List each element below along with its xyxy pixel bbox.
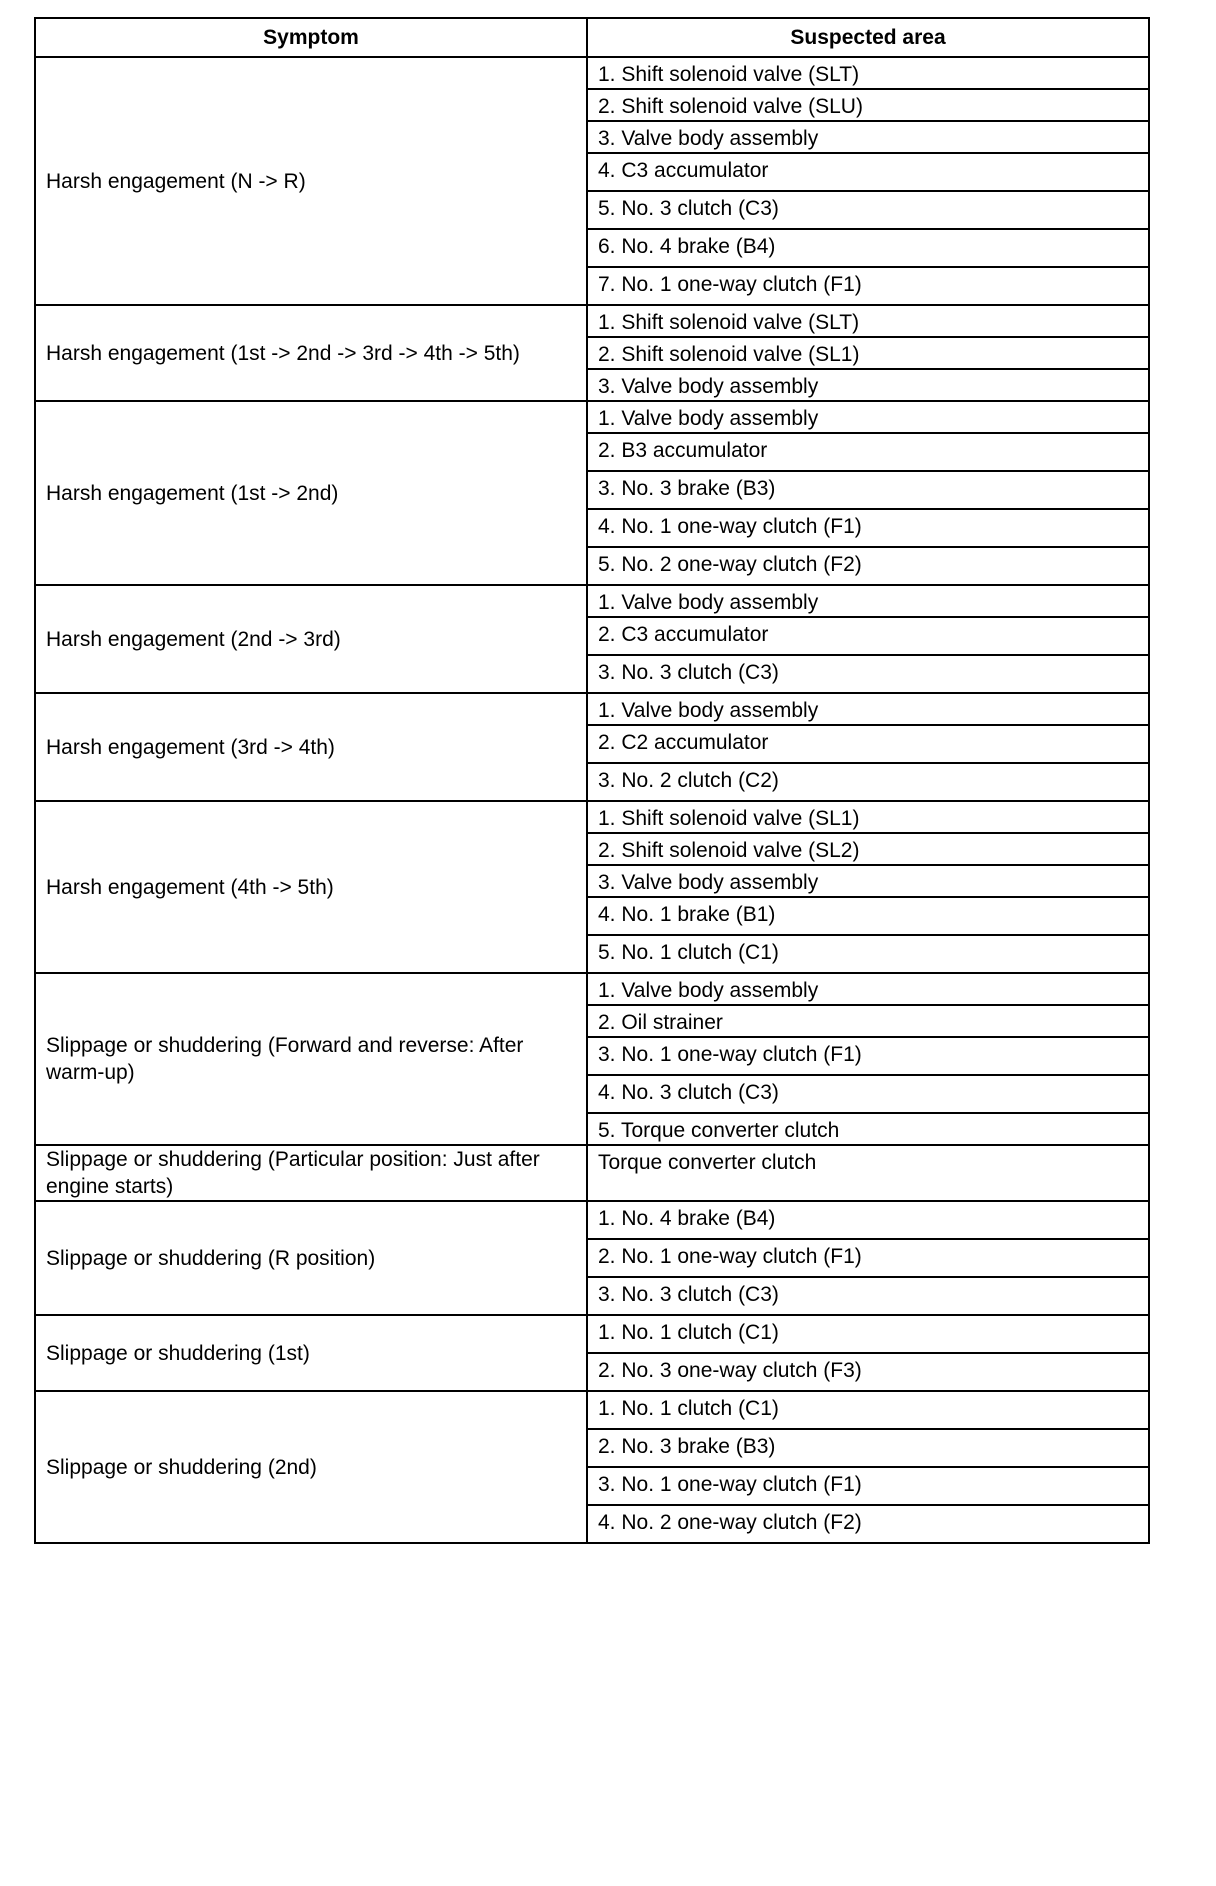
suspected-area-cell: 1. Shift solenoid valve (SL1): [587, 801, 1149, 833]
table-row: [35, 693, 1149, 725]
suspected-area-cell: 3. Valve body assembly: [587, 865, 1149, 897]
suspected-area-cell: 4. No. 2 one-way clutch (F2): [587, 1505, 1149, 1543]
suspected-area-cell: 1. Valve body assembly: [587, 401, 1149, 433]
suspected-area-cell: 2. Shift solenoid valve (SL2): [587, 833, 1149, 865]
table-row: [35, 585, 1149, 617]
suspected-area-cell: 2. No. 1 one-way clutch (F1): [587, 1239, 1149, 1277]
symptom-cell: Slippage or shuddering (2nd): [35, 1391, 587, 1543]
suspected-area-cell: 5. No. 3 clutch (C3): [587, 191, 1149, 229]
symptom-cell: Slippage or shuddering (Particular position: Just after engine starts): [35, 1145, 587, 1201]
table-row: [35, 1315, 1149, 1353]
suspected-area-cell: 1. No. 4 brake (B4): [587, 1201, 1149, 1239]
suspected-area-cell: 3. No. 2 clutch (C2): [587, 763, 1149, 801]
suspected-area-cell: 5. No. 1 clutch (C1): [587, 935, 1149, 973]
symptom-cell: Harsh engagement (4th -> 5th): [35, 801, 587, 973]
suspected-area-cell: 7. No. 1 one-way clutch (F1): [587, 267, 1149, 305]
suspected-area-cell: Torque converter clutch: [587, 1145, 1149, 1201]
suspected-area-column-header: Suspected area: [587, 18, 1149, 57]
suspected-area-cell: 2. No. 3 one-way clutch (F3): [587, 1353, 1149, 1391]
suspected-area-cell: 1. No. 1 clutch (C1): [587, 1315, 1149, 1353]
suspected-area-cell: 2. No. 3 brake (B3): [587, 1429, 1149, 1467]
symptom-cell: Slippage or shuddering (Forward and reverse: After warm-up): [35, 973, 587, 1145]
suspected-area-cell: 4. No. 3 clutch (C3): [587, 1075, 1149, 1113]
symptom-cell: Harsh engagement (1st -> 2nd -> 3rd -> 4th -> 5th): [35, 305, 587, 401]
symptom-cell: Harsh engagement (N -> R): [35, 57, 587, 305]
table-row: [35, 973, 1149, 1005]
suspected-area-cell: 1. No. 1 clutch (C1): [587, 1391, 1149, 1429]
symptom-cell: Harsh engagement (3rd -> 4th): [35, 693, 587, 801]
table-row: [35, 401, 1149, 433]
suspected-area-cell: 4. C3 accumulator: [587, 153, 1149, 191]
suspected-area-cell: 1. Valve body assembly: [587, 973, 1149, 1005]
table-row: [35, 801, 1149, 833]
suspected-area-cell: 3. No. 1 one-way clutch (F1): [587, 1037, 1149, 1075]
symptom-column-header: Symptom: [35, 18, 587, 57]
suspected-area-cell: 1. Valve body assembly: [587, 585, 1149, 617]
symptom-cell: Slippage or shuddering (1st): [35, 1315, 587, 1391]
symptom-cell: Slippage or shuddering (R position): [35, 1201, 587, 1315]
suspected-area-cell: 4. No. 1 brake (B1): [587, 897, 1149, 935]
table-row: [35, 305, 1149, 337]
suspected-area-cell: 2. Shift solenoid valve (SL1): [587, 337, 1149, 369]
suspected-area-cell: 3. No. 3 clutch (C3): [587, 1277, 1149, 1315]
suspected-area-cell: 3. No. 3 brake (B3): [587, 471, 1149, 509]
suspected-area-cell: 5. No. 2 one-way clutch (F2): [587, 547, 1149, 585]
suspected-area-cell: 3. No. 1 one-way clutch (F1): [587, 1467, 1149, 1505]
suspected-area-cell: 2. Shift solenoid valve (SLU): [587, 89, 1149, 121]
suspected-area-cell: 5. Torque converter clutch: [587, 1113, 1149, 1145]
suspected-area-cell: 1. Valve body assembly: [587, 693, 1149, 725]
suspected-area-cell: 3. Valve body assembly: [587, 121, 1149, 153]
suspected-area-cell: 2. B3 accumulator: [587, 433, 1149, 471]
table-row: [35, 57, 1149, 89]
table-row: [35, 1145, 1149, 1201]
suspected-area-cell: 1. Shift solenoid valve (SLT): [587, 305, 1149, 337]
suspected-area-cell: 2. C3 accumulator: [587, 617, 1149, 655]
suspected-area-cell: 2. Oil strainer: [587, 1005, 1149, 1037]
suspected-area-cell: 3. No. 3 clutch (C3): [587, 655, 1149, 693]
symptom-table: [34, 17, 1150, 1544]
table-row: [35, 1391, 1149, 1429]
symptom-cell: Harsh engagement (2nd -> 3rd): [35, 585, 587, 693]
suspected-area-cell: 1. Shift solenoid valve (SLT): [587, 57, 1149, 89]
suspected-area-cell: 4. No. 1 one-way clutch (F1): [587, 509, 1149, 547]
symptom-cell: Harsh engagement (1st -> 2nd): [35, 401, 587, 585]
header-row: [35, 18, 1149, 57]
suspected-area-cell: 3. Valve body assembly: [587, 369, 1149, 401]
table-row: [35, 1201, 1149, 1239]
suspected-area-cell: 6. No. 4 brake (B4): [587, 229, 1149, 267]
table-body: [35, 57, 1149, 1543]
suspected-area-cell: 2. C2 accumulator: [587, 725, 1149, 763]
